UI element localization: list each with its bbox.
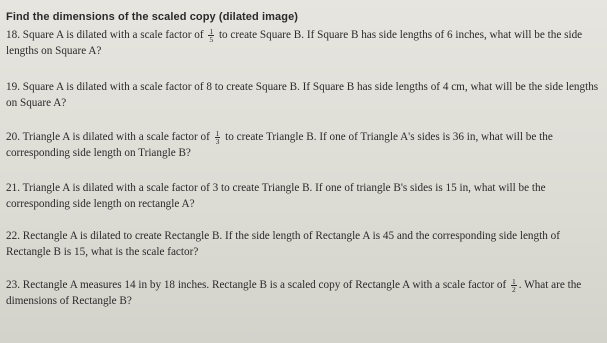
- fraction-numerator: 1: [215, 128, 220, 138]
- problem-20-text-after: to create Triangle B. If one of Triangle A's sides is 36 in, what will be the corresponding side length on Triangle B?: [6, 131, 553, 159]
- problem-23: [6, 277, 602, 309]
- problem-18: [6, 27, 602, 59]
- problem-18-text-after: to create Square B. If Square B has side lengths of 6 inches, what will be the side lengths on Square A?: [6, 29, 583, 57]
- problem-23-text-before: 23. Rectangle A measures 14 in by 18 inches. Rectangle B is a scaled copy of Rectangle A with a scale factor of: [6, 279, 509, 291]
- scale-factor-fraction: [215, 130, 221, 145]
- fraction-denominator: 3: [215, 136, 220, 146]
- fraction-numerator: 1: [209, 26, 214, 36]
- problem-20: [6, 129, 602, 161]
- fraction-numerator: 1: [511, 276, 516, 286]
- problem-21: 21. Triangle A is dilated with a scale factor of 3 to create Triangle B. If one of triangle B's sides is 15 in, what will be the corresponding side length on rectangle A?: [6, 182, 546, 210]
- scale-factor-fraction: [208, 28, 214, 43]
- problem-23-text-after: . What are the dimensions of Rectangle B?: [6, 279, 582, 307]
- problem-19: 19. Square A is dilated with a scale factor of 8 to create Square B. If Square B has side lengths of 4 cm, what will be the side lengths on Square A?: [6, 81, 599, 109]
- fraction-denominator: 2: [511, 284, 516, 294]
- problem-22: 22. Rectangle A is dilated to create Rectangle B. If the side length of Rectangle A is 45 and the corresponding side length of Rectangle B is 15, what is the scale factor?: [6, 230, 560, 258]
- problem-18-text-before: 18. Square A is dilated with a scale factor of: [6, 29, 207, 41]
- fraction-denominator: 5: [209, 34, 214, 44]
- problem-20-text-before: 20. Triangle A is dilated with a scale factor of: [6, 131, 213, 143]
- scale-factor-fraction: [511, 278, 517, 293]
- worksheet-heading: Find the dimensions of the scaled copy (dilated image): [6, 11, 299, 23]
